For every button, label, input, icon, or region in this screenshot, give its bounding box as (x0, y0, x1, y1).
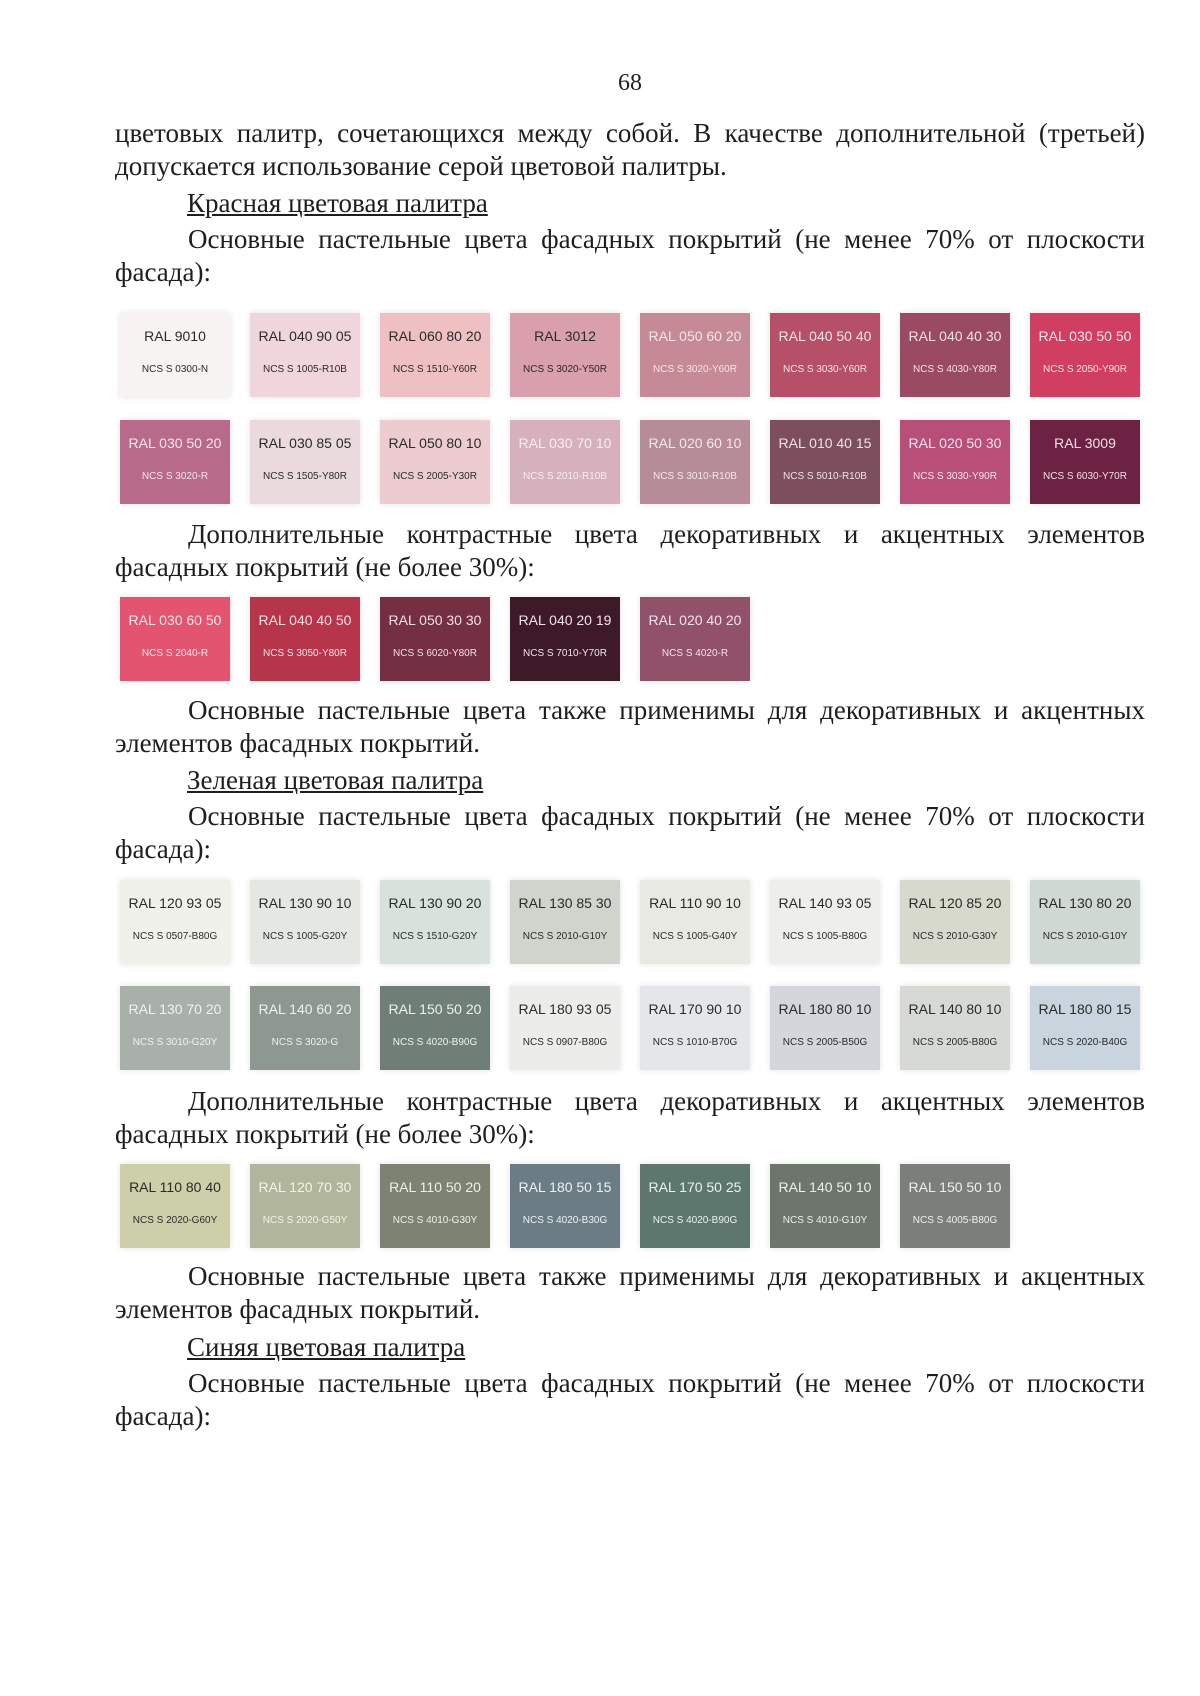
color-swatch (510, 880, 620, 964)
swatch-ral-code: RAL 040 20 19 (518, 612, 612, 628)
swatch-ral-code: RAL 3009 (1054, 435, 1116, 451)
swatch-ncs-code: NCS S 2005-Y30R (393, 471, 477, 482)
color-swatch (900, 986, 1010, 1070)
color-swatch (120, 986, 230, 1070)
swatch-ral-code: RAL 180 50 15 (518, 1179, 612, 1195)
swatch-ral-code: RAL 130 80 20 (1038, 895, 1132, 911)
swatch-ncs-code: NCS S 2005-B50G (782, 1037, 868, 1048)
swatch-ral-code: RAL 170 90 10 (648, 1001, 742, 1017)
swatch-ral-code: RAL 020 60 10 (648, 435, 742, 451)
green-main-caption: Основные пастельные цвета фасадных покрытий (не менее 70% от плоскости фасада): (115, 801, 1145, 864)
swatch-ral-code: RAL 020 50 30 (908, 435, 1002, 451)
color-swatch (380, 597, 490, 681)
swatch-ncs-code: NCS S 2010-R10B (523, 471, 607, 482)
swatch-ncs-code: NCS S 3020-G (271, 1037, 339, 1048)
swatch-ncs-code: NCS S 5010-R10B (783, 471, 867, 482)
color-swatch (250, 986, 360, 1070)
swatch-ncs-code: NCS S 1510-G20Y (392, 931, 478, 942)
color-swatch (510, 313, 620, 397)
swatch-ncs-code: NCS S 3030-Y90R (913, 471, 997, 482)
swatch-ral-code: RAL 170 50 25 (648, 1179, 742, 1195)
swatch-ncs-code: NCS S 1510-Y60R (393, 364, 477, 375)
swatch-ncs-code: NCS S 0907-B80G (522, 1037, 608, 1048)
swatch-ncs-code: NCS S 2005-B80G (912, 1037, 998, 1048)
color-swatch (640, 986, 750, 1070)
color-swatch (1030, 986, 1140, 1070)
swatch-ncs-code: NCS S 3050-Y80R (263, 648, 347, 659)
color-swatch (900, 420, 1010, 504)
swatch-ncs-code: NCS S 1005-G20Y (262, 931, 348, 942)
swatch-ral-code: RAL 130 70 20 (128, 1001, 222, 1017)
color-swatch (1030, 880, 1140, 964)
color-swatch (380, 986, 490, 1070)
swatch-ral-code: RAL 150 50 20 (388, 1001, 482, 1017)
swatch-ral-code: RAL 180 93 05 (518, 1001, 612, 1017)
color-swatch (510, 1164, 620, 1248)
color-swatch (1030, 420, 1140, 504)
swatch-ncs-code: NCS S 2020-G60Y (132, 1215, 218, 1226)
color-swatch (380, 880, 490, 964)
swatch-ncs-code: NCS S 2040-R (141, 648, 209, 659)
swatch-ral-code: RAL 140 50 10 (778, 1179, 872, 1195)
swatch-ral-code: RAL 030 60 50 (128, 612, 222, 628)
intro-paragraph: цветовых палитр, сочетающихся между собой. В качестве дополнительной (третьей) допускается использование серой цветовой палитры. (115, 118, 1145, 181)
swatch-ncs-code: NCS S 1505-Y80R (263, 471, 347, 482)
swatch-ral-code: RAL 040 40 30 (908, 328, 1002, 344)
swatch-ncs-code: NCS S 2010-G10Y (522, 931, 608, 942)
swatch-ncs-code: NCS S 6020-Y80R (393, 648, 477, 659)
swatch-ncs-code: NCS S 3010-G20Y (132, 1037, 218, 1048)
color-swatch (770, 986, 880, 1070)
color-swatch (900, 1164, 1010, 1248)
swatch-ncs-code: NCS S 7010-Y70R (523, 648, 607, 659)
swatch-ral-code: RAL 9010 (144, 328, 206, 344)
swatch-ral-code: RAL 040 40 50 (258, 612, 352, 628)
color-swatch (640, 597, 750, 681)
color-swatch (640, 1164, 750, 1248)
color-swatch (250, 597, 360, 681)
swatch-ncs-code: NCS S 2020-B40G (1042, 1037, 1128, 1048)
swatch-ncs-code: NCS S 0300-N (141, 364, 209, 375)
color-swatch (250, 313, 360, 397)
swatch-ral-code: RAL 120 70 30 (258, 1179, 352, 1195)
color-swatch (510, 597, 620, 681)
color-swatch (380, 420, 490, 504)
swatch-ral-code: RAL 140 60 20 (258, 1001, 352, 1017)
swatch-ral-code: RAL 180 80 10 (778, 1001, 872, 1017)
swatch-ral-code: RAL 3012 (534, 328, 596, 344)
swatch-ncs-code: NCS S 6030-Y70R (1043, 471, 1127, 482)
color-swatch (250, 1164, 360, 1248)
color-swatch (900, 880, 1010, 964)
color-swatch (640, 420, 750, 504)
color-swatch (510, 986, 620, 1070)
heading-green-palette: Зеленая цветовая палитра (187, 765, 484, 795)
color-swatch (640, 880, 750, 964)
swatch-ral-code: RAL 120 93 05 (128, 895, 222, 911)
blue-main-caption: Основные пастельные цвета фасадных покрытий (не менее 70% от плоскости фасада): (115, 1368, 1145, 1431)
swatch-ral-code: RAL 030 50 50 (1038, 328, 1132, 344)
color-swatch (120, 597, 230, 681)
swatch-ncs-code: NCS S 1010-B70G (652, 1037, 738, 1048)
swatch-ral-code: RAL 140 80 10 (908, 1001, 1002, 1017)
color-swatch (1030, 313, 1140, 397)
green-contrast-caption: Дополнительные контрастные цвета декоративных и акцентных элементов фасадных покрытий (не более 30%): (115, 1086, 1145, 1149)
color-swatch (120, 1164, 230, 1248)
color-swatch (120, 313, 230, 397)
swatch-ncs-code: NCS S 4005-B80G (912, 1215, 998, 1226)
swatch-ral-code: RAL 040 90 05 (258, 328, 352, 344)
swatch-ncs-code: NCS S 2050-Y90R (1043, 364, 1127, 375)
swatch-ral-code: RAL 050 80 10 (388, 435, 482, 451)
color-swatch (380, 313, 490, 397)
color-swatch (120, 420, 230, 504)
swatch-ral-code: RAL 030 85 05 (258, 435, 352, 451)
color-swatch (770, 313, 880, 397)
swatch-ral-code: RAL 180 80 15 (1038, 1001, 1132, 1017)
swatch-ral-code: RAL 120 85 20 (908, 895, 1002, 911)
swatch-ncs-code: NCS S 4020-B30G (522, 1215, 608, 1226)
swatch-ral-code: RAL 130 90 10 (258, 895, 352, 911)
swatch-ncs-code: NCS S 3030-Y60R (783, 364, 867, 375)
color-swatch (250, 880, 360, 964)
swatch-ral-code: RAL 110 90 10 (649, 895, 741, 911)
swatch-ral-code: RAL 050 60 20 (648, 328, 742, 344)
swatch-ncs-code: NCS S 4010-G10Y (782, 1215, 868, 1226)
color-swatch (900, 313, 1010, 397)
color-swatch (510, 420, 620, 504)
swatch-ncs-code: NCS S 4020-B90G (392, 1037, 478, 1048)
page-number: 68 (618, 70, 642, 96)
swatch-ncs-code: NCS S 2020-G50Y (262, 1215, 348, 1226)
swatch-ral-code: RAL 130 90 20 (388, 895, 482, 911)
color-swatch (120, 880, 230, 964)
swatch-ral-code: RAL 130 85 30 (518, 895, 612, 911)
swatch-ncs-code: NCS S 3020-R (141, 471, 209, 482)
color-swatch (770, 880, 880, 964)
swatch-ral-code: RAL 040 50 40 (778, 328, 872, 344)
swatch-ncs-code: NCS S 3010-R10B (653, 471, 737, 482)
color-swatch (770, 1164, 880, 1248)
red-also-applicable: Основные пастельные цвета также применимы для декоративных и акцентных элементов фасадных покрытий. (115, 695, 1145, 758)
color-swatch (380, 1164, 490, 1248)
swatch-ncs-code: NCS S 2010-G10Y (1042, 931, 1128, 942)
swatch-ral-code: RAL 140 93 05 (778, 895, 872, 911)
swatch-ral-code: RAL 060 80 20 (388, 328, 482, 344)
swatch-ncs-code: NCS S 4030-Y80R (913, 364, 997, 375)
swatch-ncs-code: NCS S 4010-G30Y (392, 1215, 478, 1226)
swatch-ncs-code: NCS S 1005-G40Y (652, 931, 738, 942)
swatch-ral-code: RAL 020 40 20 (648, 612, 742, 628)
color-swatch (640, 313, 750, 397)
swatch-ncs-code: NCS S 1005-B80G (782, 931, 868, 942)
swatch-ncs-code: NCS S 4020-R (661, 648, 729, 659)
color-swatch (770, 420, 880, 504)
swatch-ncs-code: NCS S 4020-B90G (652, 1215, 738, 1226)
heading-red-palette: Красная цветовая палитра (187, 188, 488, 218)
red-main-caption: Основные пастельные цвета фасадных покрытий (не менее 70% от плоскости фасада): (115, 224, 1145, 287)
swatch-ral-code: RAL 030 70 10 (518, 435, 612, 451)
swatch-ncs-code: NCS S 3020-Y50R (523, 364, 607, 375)
swatch-ncs-code: NCS S 3020-Y60R (653, 364, 737, 375)
color-swatch (250, 420, 360, 504)
swatch-ncs-code: NCS S 0507-B80G (132, 931, 218, 942)
swatch-ral-code: RAL 050 30 30 (388, 612, 482, 628)
swatch-ral-code: RAL 110 80 40 (129, 1179, 221, 1195)
swatch-ncs-code: NCS S 1005-R10B (263, 364, 347, 375)
heading-blue-palette: Синяя цветовая палитра (187, 1332, 466, 1362)
swatch-ral-code: RAL 150 50 10 (908, 1179, 1002, 1195)
swatch-ral-code: RAL 010 40 15 (778, 435, 872, 451)
swatch-ral-code: RAL 030 50 20 (128, 435, 222, 451)
swatch-ncs-code: NCS S 2010-G30Y (912, 931, 998, 942)
swatch-ral-code: RAL 110 50 20 (389, 1179, 481, 1195)
red-contrast-caption: Дополнительные контрастные цвета декоративных и акцентных элементов фасадных покрытий (не более 30%): (115, 519, 1145, 582)
green-also-applicable: Основные пастельные цвета также применимы для декоративных и акцентных элементов фасадных покрытий. (115, 1261, 1145, 1324)
